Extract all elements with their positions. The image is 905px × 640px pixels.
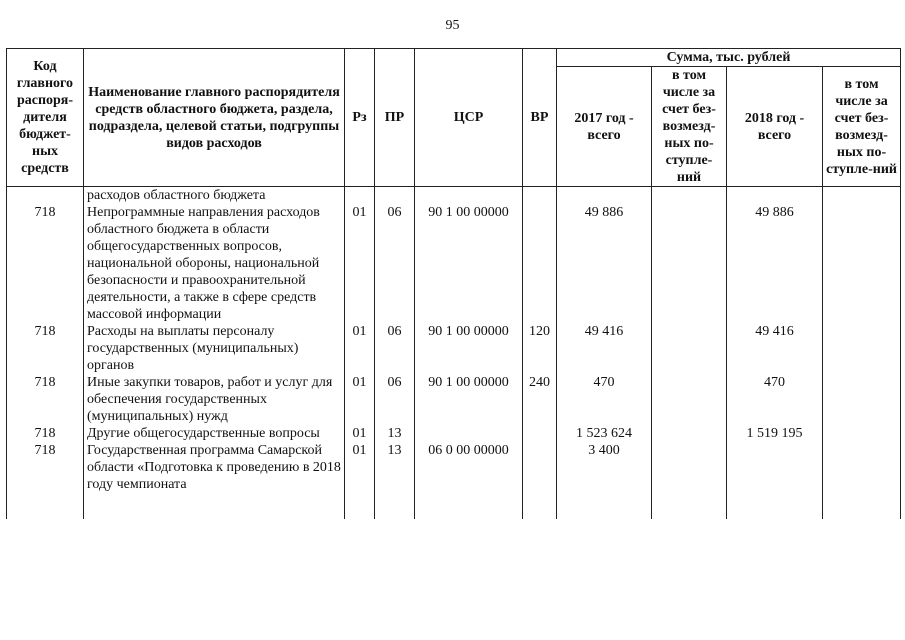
header-total-2018: 2018 год - всего bbox=[727, 67, 823, 187]
cell-code: 718 bbox=[7, 204, 84, 323]
cell-csr: 90 1 00 00000 bbox=[415, 323, 523, 374]
table-header bbox=[7, 49, 901, 187]
cell-name: Государственная программа Самарской области «Подготовка к проведению в 2018 году чемпионата bbox=[84, 442, 345, 493]
cell-free-2018 bbox=[823, 204, 901, 323]
cell-total-2017: 49 416 bbox=[557, 323, 652, 374]
cell-csr: 90 1 00 00000 bbox=[415, 374, 523, 425]
cell-pr: 13 bbox=[375, 425, 415, 442]
cell-total-2018: 49 886 bbox=[727, 204, 823, 323]
header-free-2018: в том числе за счет без-возмезд-ных по-ступле-ний bbox=[823, 67, 901, 187]
cell-total-2017 bbox=[557, 187, 652, 205]
cell-name: Другие общегосударственные вопросы bbox=[84, 425, 345, 442]
cell-name: Иные закупки товаров, работ и услуг для обеспечения государственных (муниципальных) нужд bbox=[84, 374, 345, 425]
header-sum-group: Сумма, тыс. рублей bbox=[557, 49, 901, 67]
cell-free-2017 bbox=[652, 442, 727, 493]
cell-pr: 06 bbox=[375, 323, 415, 374]
cell-free-2017 bbox=[652, 425, 727, 442]
cell-total-2017: 49 886 bbox=[557, 204, 652, 323]
cell-free-2018 bbox=[823, 425, 901, 442]
table-row bbox=[7, 374, 901, 425]
cell-csr: 06 0 00 00000 bbox=[415, 442, 523, 493]
cell-total-2018: 1 519 195 bbox=[727, 425, 823, 442]
cell-code: 718 bbox=[7, 374, 84, 425]
cell-total-2017: 1 523 624 bbox=[557, 425, 652, 442]
cell-rz: 01 bbox=[345, 374, 375, 425]
cell-total-2018: 470 bbox=[727, 374, 823, 425]
cell-vr: 240 bbox=[523, 374, 557, 425]
cell-rz bbox=[345, 187, 375, 205]
cell-free-2017 bbox=[652, 204, 727, 323]
cell-free-2018 bbox=[823, 323, 901, 374]
header-free-2017: в том числе за счет без-возмезд-ных по-ступле-ний bbox=[652, 67, 727, 187]
table-row bbox=[7, 204, 901, 323]
budget-table bbox=[6, 48, 901, 519]
cell-code bbox=[7, 187, 84, 205]
page-number: 95 bbox=[445, 18, 460, 33]
table-row bbox=[7, 425, 901, 442]
header-total-2017: 2017 год - всего bbox=[557, 67, 652, 187]
cell-rz: 01 bbox=[345, 323, 375, 374]
cell-rz: 01 bbox=[345, 204, 375, 323]
cell-vr bbox=[523, 204, 557, 323]
cell-free-2018 bbox=[823, 187, 901, 205]
table-row bbox=[7, 323, 901, 374]
cell-free-2017 bbox=[652, 187, 727, 205]
cell-rz: 01 bbox=[345, 425, 375, 442]
cell-vr: 120 bbox=[523, 323, 557, 374]
table-row bbox=[7, 187, 901, 205]
cell-total-2018 bbox=[727, 187, 823, 205]
cell-pr: 06 bbox=[375, 374, 415, 425]
cell-total-2018: 49 416 bbox=[727, 323, 823, 374]
cell-code: 718 bbox=[7, 442, 84, 493]
cell-vr bbox=[523, 187, 557, 205]
cell-vr bbox=[523, 425, 557, 442]
cell-pr bbox=[375, 187, 415, 205]
cell-vr bbox=[523, 442, 557, 493]
cell-name: Непрограммные направления расходов областного бюджета в области общегосударственных вопросов, национальной обороны, национальной безопасности и правоохранительной деятельности, а также в сфере средств массовой информации bbox=[84, 204, 345, 323]
cell-code: 718 bbox=[7, 323, 84, 374]
cell-csr: 90 1 00 00000 bbox=[415, 204, 523, 323]
cell-csr bbox=[415, 187, 523, 205]
header-csr: ЦСР bbox=[415, 49, 523, 187]
cell-name: расходов областного бюджета bbox=[84, 187, 345, 205]
cell-free-2018 bbox=[823, 442, 901, 493]
cell-name: Расходы на выплаты персоналу государственных (муниципальных) органов bbox=[84, 323, 345, 374]
cell-total-2017: 470 bbox=[557, 374, 652, 425]
cell-free-2017 bbox=[652, 374, 727, 425]
cell-free-2017 bbox=[652, 323, 727, 374]
cell-csr bbox=[415, 425, 523, 442]
table-row bbox=[7, 442, 901, 493]
cell-total-2017: 3 400 bbox=[557, 442, 652, 493]
header-pr: ПР bbox=[375, 49, 415, 187]
cell-free-2018 bbox=[823, 374, 901, 425]
table-spacer-row bbox=[7, 493, 901, 519]
cell-rz: 01 bbox=[345, 442, 375, 493]
cell-pr: 13 bbox=[375, 442, 415, 493]
cell-total-2018 bbox=[727, 442, 823, 493]
cell-code: 718 bbox=[7, 425, 84, 442]
header-rz: Рз bbox=[345, 49, 375, 187]
table-body bbox=[7, 187, 901, 520]
cell-pr: 06 bbox=[375, 204, 415, 323]
header-name: Наименование главного распорядителя средств областного бюджета, раздела, подраздела, целевой статьи, подгруппы видов расходов bbox=[84, 49, 345, 187]
header-vr: ВР bbox=[523, 49, 557, 187]
header-code: Код главного распоря-дителя бюджет-ных средств bbox=[7, 49, 84, 187]
